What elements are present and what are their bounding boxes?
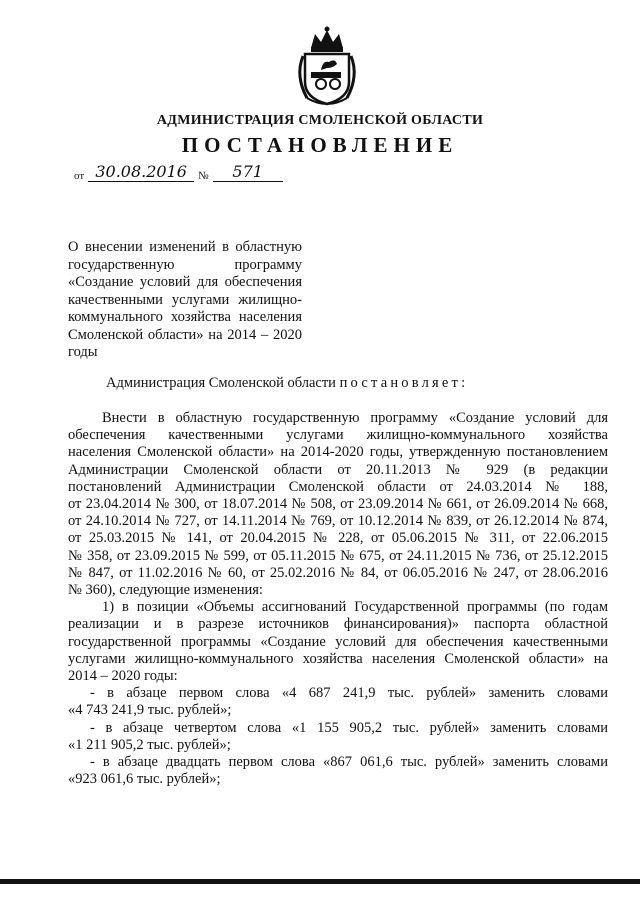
decree-lead: Администрация Смоленской области	[106, 375, 336, 391]
date-prefix: от	[74, 170, 85, 182]
body-line: № 847, от 11.02.2016 № 60, от 25.02.2016 № 84, от 06.05.2016 № 247, от 28.06.2016	[68, 564, 608, 581]
subject-line: О внесении изменений в областную	[68, 239, 302, 255]
body-line: государственной программы «Создание условий для обеспечения качественными	[68, 633, 608, 650]
body-line: от 24.10.2014 № 727, от 14.11.2014 № 769, от 10.12.2014 № 839, от 26.12.2014 № 874,	[68, 513, 608, 530]
decree-verb: постановляет:	[339, 375, 469, 391]
body-line: «4 743 241,9 тыс. рублей»;	[68, 702, 232, 719]
body-line: от 23.04.2014 № 300, от 18.07.2014 № 508, от 23.09.2014 № 661, от 26.09.2014 № 668,	[68, 496, 608, 513]
subject-line: Смоленской области» на 2014 – 2020	[68, 326, 302, 343]
body-line: от 25.03.2015 № 141, от 20.04.2015 № 228, от 05.06.2015 № 311, от 22.06.2015	[68, 530, 608, 547]
body-line: обеспечения качественными услугами жилищно-коммунального хозяйства	[68, 427, 608, 444]
body-line: населения Смоленской области» на 2014-2020 годы, утвержденную постановлением	[68, 444, 608, 461]
document-subject	[68, 239, 302, 362]
document-date: 30.08.2016	[88, 163, 194, 182]
body-line: «923 061,6 тыс. рублей»;	[68, 771, 221, 788]
body-line: «1 211 905,2 тыс. рублей»;	[68, 736, 231, 753]
smolensk-coat-of-arms-icon	[293, 26, 361, 108]
subject-line: «Создание условий для обеспечения	[68, 274, 302, 290]
body-line: № 358, от 23.09.2015 № 599, от 05.11.2015 № 675, от 24.11.2015 № 736, от 25.12.2015	[68, 547, 608, 564]
subject-line: качественными услугами жилищно-	[68, 291, 302, 308]
body-line: 1) в позиции «Объемы ассигнований Государственной программы (по годам	[102, 599, 608, 616]
scan-edge-bar	[0, 879, 640, 884]
decree-statement	[106, 375, 468, 392]
number-prefix: №	[198, 170, 209, 182]
body-line: Внести в областную государственную программу «Создание условий для	[102, 410, 608, 426]
organization-name: АДМИНИСТРАЦИЯ СМОЛЕНСКОЙ ОБЛАСТИ	[156, 113, 484, 128]
date-number-line	[70, 163, 283, 182]
document-number: 571	[213, 163, 283, 182]
body-line: - в абзаце двадцать первом слова «867 061,6 тыс. рублей» заменить словами	[90, 754, 608, 771]
body-line: постановлений Администрации Смоленской области от 24.03.2014 № 188,	[68, 478, 608, 495]
body-line: услугами жилищно-коммунального хозяйства населения Смоленской области» на	[68, 650, 608, 667]
body-line: № 360), следующие изменения:	[68, 582, 263, 599]
subject-line: государственную программу	[68, 256, 302, 273]
body-line: 2014 – 2020 годы:	[68, 668, 178, 685]
document-type: ПОСТАНОВЛЕНИЕ	[181, 133, 459, 157]
body-line: Администрации Смоленской области от 20.11.2013 № 929 (в редакции	[68, 461, 608, 478]
body-line: реализации и в разрезе источников финансирования)» паспорта областной	[68, 616, 608, 633]
subject-line: годы	[68, 344, 98, 360]
body-line: - в абзаце первом слова «4 687 241,9 тыс. рублей» заменить словами	[90, 685, 608, 702]
document-body	[68, 410, 608, 788]
subject-line: коммунального хозяйства населения	[68, 309, 302, 325]
body-line: - в абзаце четвертом слова «1 155 905,2 тыс. рублей» заменить словами	[90, 719, 608, 736]
